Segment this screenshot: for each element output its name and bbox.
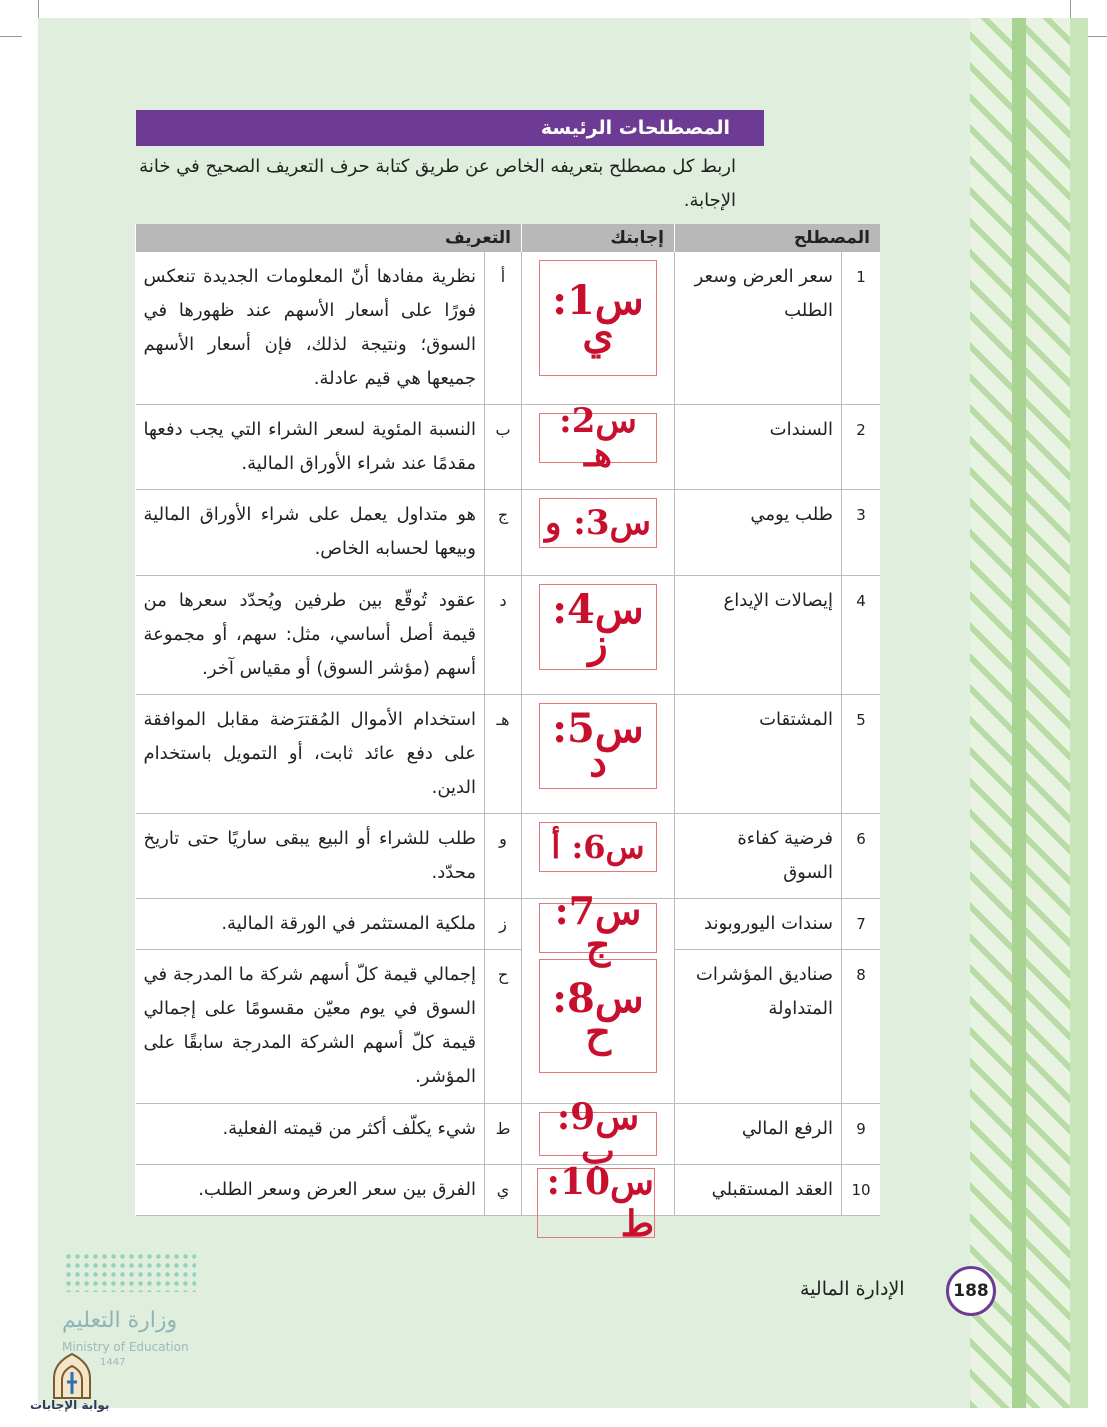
term-cell: صناديق المؤشرات المتداولة bbox=[675, 950, 842, 1104]
term-cell: فرضية كفاءة السوق bbox=[675, 814, 842, 899]
answer-box-4: س4: ز bbox=[539, 584, 657, 670]
answer-box-3: س3: و bbox=[539, 498, 657, 548]
term-cell: السندات bbox=[675, 405, 842, 490]
table-row bbox=[136, 252, 881, 405]
crop-mark bbox=[1070, 0, 1071, 18]
section-title: المصطلحات الرئيسة bbox=[136, 110, 764, 146]
ministry-name-english: Ministry of Education bbox=[62, 1340, 189, 1354]
ministry-logo-icon bbox=[64, 1252, 196, 1292]
definition-cell: عقود تُوقّع بين طرفين ويُحدّد سعرها من قيمة أصل أساسي، مثل: سهم، أو مجموعة أسهم (مؤشر السوق) أو مقياس آخر. bbox=[136, 576, 485, 695]
answer-box-1: س1: ي bbox=[539, 260, 657, 376]
answer-box-9: س9: ب bbox=[539, 1112, 657, 1156]
definition-cell: ملكية المستثمر في الورقة المالية. bbox=[136, 899, 485, 950]
table-row bbox=[136, 405, 881, 490]
definition-letter: ج bbox=[485, 490, 522, 576]
decorative-stripe bbox=[1070, 18, 1088, 1408]
row-number: 1 bbox=[842, 252, 881, 405]
row-number: 7 bbox=[842, 899, 881, 950]
portal-logo-icon bbox=[40, 1352, 104, 1400]
definition-cell: استخدام الأموال المُقترَضة مقابل الموافقة على دفع عائد ثابت، أو التمويل باستخدام الدين. bbox=[136, 695, 485, 814]
definition-cell: شيء يكلّف أكثر من قيمته الفعلية. bbox=[136, 1104, 485, 1165]
definition-letter: هـ bbox=[485, 695, 522, 814]
column-answer: إجابتك bbox=[522, 224, 675, 252]
ministry-year: 1447 bbox=[100, 1357, 126, 1368]
term-cell: الرفع المالي bbox=[675, 1104, 842, 1165]
row-number: 2 bbox=[842, 405, 881, 490]
crop-mark bbox=[38, 0, 39, 18]
decorative-stripe bbox=[1012, 18, 1026, 1408]
answer-box-7: س7: ج bbox=[539, 903, 657, 953]
definition-letter: أ bbox=[485, 252, 522, 405]
definition-letter: و bbox=[485, 814, 522, 899]
term-cell: سندات اليوروبوند bbox=[675, 899, 842, 950]
chapter-title: الإدارة المالية bbox=[800, 1278, 905, 1300]
table-row bbox=[136, 950, 881, 1104]
table-row bbox=[136, 1165, 881, 1216]
answer-cell bbox=[522, 576, 675, 695]
answer-box-6: س6: أ bbox=[539, 822, 657, 872]
term-cell: سعر العرض وسعر الطلب bbox=[675, 252, 842, 405]
term-cell: العقد المستقبلي bbox=[675, 1165, 842, 1216]
term-cell: طلب يومي bbox=[675, 490, 842, 576]
table-row bbox=[136, 814, 881, 899]
portal-name: بوابة الإجابات bbox=[30, 1398, 110, 1412]
row-number: 6 bbox=[842, 814, 881, 899]
table-header-row bbox=[136, 224, 881, 252]
answer-box-5: س5: د bbox=[539, 703, 657, 789]
row-number: 9 bbox=[842, 1104, 881, 1165]
term-cell: المشتقات bbox=[675, 695, 842, 814]
table-row bbox=[136, 576, 881, 695]
table-row bbox=[136, 490, 881, 576]
definition-cell: إجمالي قيمة كلّ أسهم شركة ما المدرجة في السوق في يوم معيّن مقسومًا على إجمالي قيمة كلّ أسهم الشركة المدرجة سابقًا على المؤشر. bbox=[136, 950, 485, 1104]
answer-box-2: س2: هـ bbox=[539, 413, 657, 463]
answer-cell bbox=[522, 401, 675, 490]
answer-box-10: س10: ط bbox=[537, 1168, 655, 1238]
definition-letter: ب bbox=[485, 405, 522, 490]
definition-letter: ح bbox=[485, 950, 522, 1104]
terms-table bbox=[135, 224, 880, 1216]
row-number: 10 bbox=[842, 1165, 881, 1216]
definition-letter: ز bbox=[485, 899, 522, 950]
answer-cell bbox=[522, 1096, 675, 1172]
ministry-name-arabic: وزارة التعليم bbox=[62, 1308, 178, 1333]
answer-box-8: س8: ح bbox=[539, 959, 657, 1073]
instructions-text: اربط كل مصطلح بتعريفه الخاص عن طريق كتابة حرف التعريف الصحيح في خانة الإجابة. bbox=[139, 156, 736, 211]
definition-letter: د bbox=[485, 576, 522, 695]
crop-mark bbox=[1088, 36, 1107, 37]
row-number: 5 bbox=[842, 695, 881, 814]
row-number: 3 bbox=[842, 490, 881, 576]
column-term: المصطلح bbox=[675, 224, 881, 252]
table-row bbox=[136, 1104, 881, 1165]
definition-letter: ي bbox=[485, 1165, 522, 1216]
definition-cell: نظرية مفادها أنّ المعلومات الجديدة تنعكس فورًا على أسعار الأسهم عند ظهورها في السوق؛ ونتيجة لذلك، فإن أسعار الأسهم جميعها هي قيم عادلة. bbox=[136, 252, 485, 405]
row-number: 8 bbox=[842, 950, 881, 1104]
table-row bbox=[136, 695, 881, 814]
definition-cell: طلب للشراء أو البيع يبقى ساريًا حتى تاريخ محدّد. bbox=[136, 814, 485, 899]
answer-cell bbox=[522, 888, 675, 1104]
answer-cell bbox=[522, 252, 675, 405]
row-number: 4 bbox=[842, 576, 881, 695]
term-cell: إيصالات الإيداع bbox=[675, 576, 842, 695]
column-definition: التعريف bbox=[136, 224, 522, 252]
table-row bbox=[136, 899, 881, 950]
answer-cell bbox=[522, 814, 675, 899]
definition-letter: ط bbox=[485, 1104, 522, 1165]
answer-cell bbox=[522, 695, 675, 814]
definition-cell: هو متداول يعمل على شراء الأوراق المالية وبيعها لحسابه الخاص. bbox=[136, 490, 485, 576]
page-number: 188 bbox=[946, 1266, 996, 1316]
definition-cell: النسبة المئوية لسعر الشراء التي يجب دفعها مقدمًا عند شراء الأوراق المالية. bbox=[136, 405, 485, 490]
answer-cell bbox=[522, 490, 675, 576]
definition-cell: الفرق بين سعر العرض وسعر الطلب. bbox=[136, 1165, 485, 1216]
crop-mark bbox=[0, 36, 22, 37]
